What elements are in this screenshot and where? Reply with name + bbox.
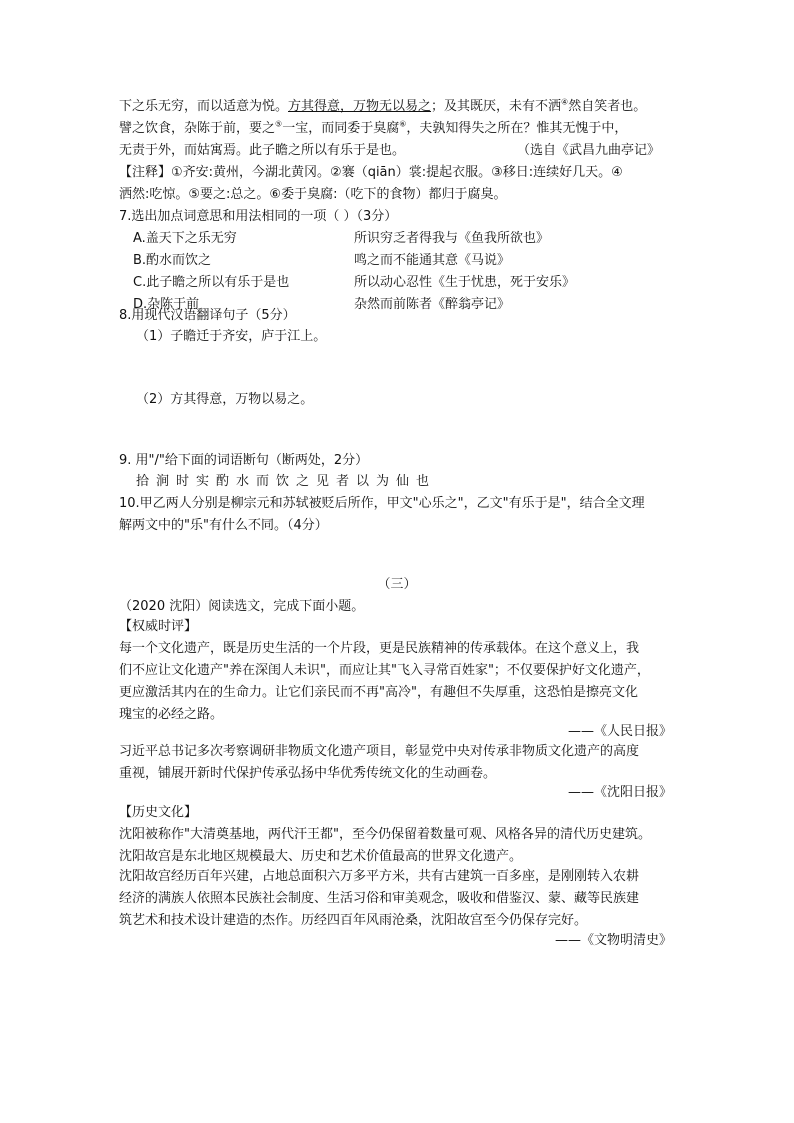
q7-option-d-right: 杂然而前陈者《醉翁亭记》 [354, 297, 511, 312]
notes-line-1: 【注释】①齐安:黄州，今湖北黄冈。②褰（qiān）裳:提起衣服。③移日:连续好几天。④ [119, 165, 623, 180]
passage-text: 然自笑者也。 [568, 99, 647, 114]
q7-option-d-left: D.杂陈于前 [133, 297, 200, 312]
paragraph-line: 经济的满族人依照本民族社会制度、生活习俗和审美观念，吸收和借鉴汉、蒙、藏等民族建 [119, 891, 640, 906]
part3-intro: （2020 沈阳）阅读选文，完成下面小题。 [119, 599, 365, 614]
q7-option-c-right: 所以动心忍性《生于忧患，死于安乐》 [354, 275, 576, 290]
q7-option-a-right: 所识穷乏者得我与《鱼我所欲也》 [354, 231, 550, 246]
paragraph-line: 筑艺术和技术设计建造的杰作。历经四百年风雨沧桑，沈阳故宫至今仍保存完好。 [119, 913, 588, 928]
passage-text: ；及其既厌，未有不洒 [431, 99, 562, 114]
notes-line-2: 洒然:吃惊。⑤要之:总之。⑥委于臭腐:（吃下的食物）都归于腐臭。 [119, 187, 507, 202]
passage-line-3 [119, 141, 405, 161]
q8-sentence-1: （1）子瞻迁于齐安，庐于江上。 [136, 329, 327, 344]
note-marker: ④ [561, 97, 569, 107]
q8-stem: 8.用现代汉语翻译句子（5分） [119, 308, 296, 323]
q7-stem: 7.选出加点词意思和用法相同的一项（ ）（3分） [119, 209, 398, 224]
paragraph-line: 瑰宝的必经之路。 [119, 707, 224, 722]
q10-line-2: 解两文中的"乐"有什么不同。（4分） [119, 518, 328, 533]
passage-text: 下之乐无穷，而以适意为悦。 [119, 99, 289, 114]
passage-text: 一宝，而同委于臭腐 [282, 121, 400, 136]
section-title-authority: 【权威时评】 [119, 619, 198, 634]
paragraph-line: 沈阳故宫是东北地区规模最大、历史和艺术价值最高的世界文化遗产。 [119, 849, 523, 864]
q7-option-a-left: A.盖天下之乐无穷 [133, 231, 237, 246]
q7-option-b-right: 鸣之而不能通其意《马说》 [354, 253, 511, 268]
underlined-sentence: 方其得意，万物无以易之 [288, 99, 432, 114]
q7-option-c-left: C.此子瞻之所以有乐于是也 [133, 275, 290, 290]
passage-source: （选自《武昌九曲亭记》 [516, 143, 660, 158]
q8-sentence-2: （2）方其得意，万物以易之。 [136, 392, 314, 407]
passage-text: 譬之饮食，杂陈于前，要之 [119, 121, 276, 136]
source-cultural-relics: ——《文物明清史》 [554, 933, 672, 948]
passage-text: ，夫孰知得失之所在？惟其无愧于中， [406, 121, 628, 136]
part3-heading: （三） [377, 577, 417, 592]
source-peoples-daily: ——《人民日报》 [567, 724, 672, 739]
note-marker: ⑤ [275, 119, 283, 129]
q9-stem: 9. 用"/"给下面的词语断句（断两处，2分） [119, 453, 369, 468]
q9-text: 拾涧时实酌水而饮之见者以为仙也 [136, 474, 437, 489]
paragraph-line: 每一个文化遗产，既是历史生活的一个片段，更是民族精神的传承载体。在这个意义上，我 [119, 641, 640, 656]
passage-line-1 [119, 97, 646, 117]
passage-text: 无责于外，而姑寓焉。此子瞻之所以有乐于是也。 [119, 143, 406, 158]
passage-line-2 [119, 119, 627, 139]
note-marker: ⑥ [399, 119, 407, 129]
source-shenyang-daily: ——《沈阳日报》 [567, 785, 672, 800]
paragraph-line: 们不应让文化遗产"养在深闺人未识"，而应让其"飞入寻常百姓家"；不仅要保护好文化遗产， [119, 663, 650, 678]
q7-option-b-left: B.酌水而饮之 [133, 253, 212, 268]
paragraph-line: 沈阳故宫经历百年兴建，占地总面积六万多平方米，共有古建筑一百多座，是刚刚转入农耕 [119, 869, 640, 884]
paragraph-line: 更应激活其内在的生命力。让它们亲民而不再"高冷"，有趣但不失厚重，这恐怕是擦亮文化 [119, 685, 638, 700]
paragraph-line: 重视，铺展开新时代保护传承弘扬中华优秀传统文化的生动画卷。 [119, 766, 497, 781]
q10-line-1: 10.甲乙两人分别是柳宗元和苏轼被贬后所作，甲文"心乐之"，乙文"有乐于是"，结合全文理 [119, 496, 645, 511]
paragraph-line: 沈阳被称作"大清奠基地，两代汗王都"，至今仍保留着数量可观、风格各异的清代历史建筑。 [119, 827, 651, 842]
section-title-history: 【历史文化】 [119, 805, 198, 820]
paragraph-line: 习近平总书记多次考察调研非物质文化遗产项目，彰显党中央对传承非物质文化遗产的高度 [119, 744, 640, 759]
